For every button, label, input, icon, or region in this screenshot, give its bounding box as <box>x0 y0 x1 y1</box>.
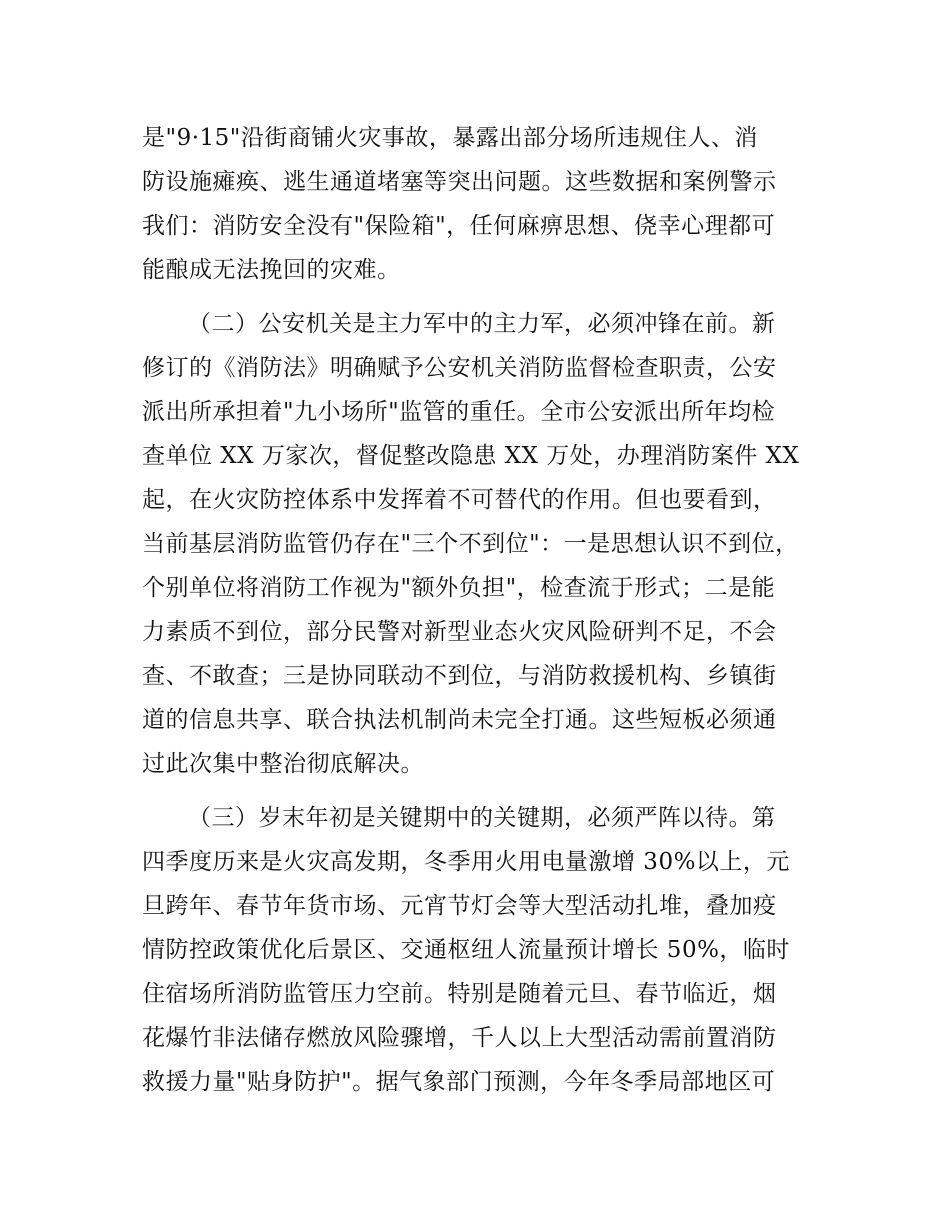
paragraph-3-line-7: 救援力量"贴身防护"。据气象部门预测，今年冬季局部地区可 <box>142 1069 776 1095</box>
paragraph-2-line-2: 修订的《消防法》明确赋予公安机关消防监督检查职责，公安 <box>142 355 777 381</box>
paragraph-2-line-8: 力素质不到位，部分民警对新型业态火灾风险研判不足，不会 <box>142 619 777 645</box>
paragraph-2-line-6: 当前基层消防监管仍存在"三个不到位"：一是思想认识不到位， <box>142 531 799 557</box>
paragraph-2-line-3: 派出所承担着"九小场所"监管的重任。全市公安派出所年均检 <box>142 399 776 425</box>
paragraph-3-line-2: 四季度历来是火灾高发期，冬季用火用电量激增 30%以上，元 <box>142 849 790 875</box>
paragraph-1-line-3: 我们：消防安全没有"保险箱"，任何麻痹思想、侥幸心理都可 <box>142 213 776 239</box>
paragraph-3-line-3: 旦跨年、春节年货市场、元宵节灯会等大型活动扎堆，叠加疫 <box>142 893 777 919</box>
paragraph-1-line-2: 防设施瘫痪、逃生通道堵塞等突出问题。这些数据和案例警示 <box>142 169 777 195</box>
paragraph-3-line-4: 情防控政策优化后景区、交通枢纽人流量预计增长 50%，临时 <box>142 937 790 963</box>
paragraph-1-line-1: 是"9·15"沿街商铺火灾事故，暴露出部分场所违规住人、消 <box>142 125 758 151</box>
paragraph-2-line-1: （二）公安机关是主力军中的主力军，必须冲锋在前。新 <box>188 311 776 337</box>
paragraph-2-line-5: 起，在火灾防控体系中发挥着不可替代的作用。但也要看到， <box>142 487 777 513</box>
paragraph-2-line-9: 查、不敢查；三是协同联动不到位，与消防救援机构、乡镇街 <box>142 663 777 689</box>
paragraph-1-line-4: 能酿成无法挽回的灾难。 <box>142 257 401 283</box>
paragraph-3-line-5: 住宿场所消防监管压力空前。特别是随着元旦、春节临近，烟 <box>142 981 777 1007</box>
paragraph-2-line-7: 个别单位将消防工作视为"额外负担"，检查流于形式；二是能 <box>142 575 776 601</box>
paragraph-2-line-11: 过此次集中整治彻底解决。 <box>142 751 424 777</box>
paragraph-2-line-4: 查单位 XX 万家次，督促整改隐患 XX 万处，办理消防案件 XX <box>142 443 800 469</box>
paragraph-3-line-6: 花爆竹非法储存燃放风险骤增，千人以上大型活动需前置消防 <box>142 1025 777 1051</box>
paragraph-3-line-1: （三）岁末年初是关键期中的关键期，必须严阵以待。第 <box>188 805 776 831</box>
paragraph-2-line-10: 道的信息共享、联合执法机制尚未完全打通。这些短板必须通 <box>142 707 777 733</box>
